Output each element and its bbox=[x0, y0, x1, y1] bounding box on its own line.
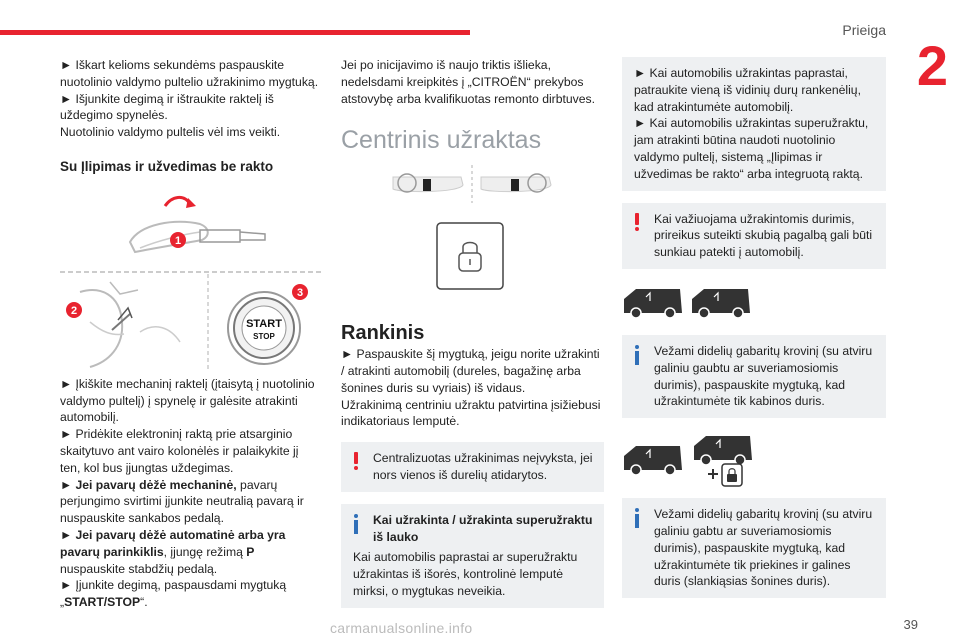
info-box bbox=[622, 335, 886, 418]
warning-icon bbox=[634, 213, 640, 231]
section-heading: Su Įlipimas ir užvedimas be rakto bbox=[60, 158, 274, 174]
header-accent-bar bbox=[0, 30, 470, 35]
paragraph: ► Įjunkite degimą, paspausdami mygtuką bbox=[60, 578, 287, 593]
section-heading: Centrinis užraktas bbox=[341, 126, 542, 155]
svg-text:2: 2 bbox=[70, 304, 78, 317]
info-text: Vežami didelių gabaritų krovinį (su atviru galiniu gabtu ar suveriamosiomis durimis), paspauskite mygtuką, kad užrakintumėte tik priekines ir galines duris (slankiąsias šonines duris). bbox=[654, 507, 873, 589]
page-number: 39 bbox=[903, 617, 918, 632]
svg-text:STOP: STOP bbox=[253, 331, 275, 341]
chapter-number: 2 bbox=[916, 34, 948, 97]
warning-icon bbox=[353, 452, 359, 470]
info-icon bbox=[353, 514, 359, 534]
info-box bbox=[341, 504, 604, 554]
van-icons-cab bbox=[622, 283, 886, 325]
paragraph: Jei po inicijavimo iš naujo triktis išlieka, nedelsdami kreipkitės į „CITROËN“ prekybos atstovybę arba kvalifikuotas remonto dirbtuves. bbox=[341, 58, 596, 106]
paragraph: ► Įkiškite mechaninį raktelį (įtaisytą į nuotolinio valdymo pultelį) į spynelę ir galėsite atrakinti automobilį. bbox=[60, 376, 315, 425]
info-title: Kai užrakinta / užrakinta superužraktu iš lauko bbox=[373, 512, 593, 544]
paragraph: ► Jei pavarų dėžė automatinė arba yra pavarų parinkiklis, įjungę režimą P nuspauskite stabdžių pedalą. bbox=[60, 527, 286, 576]
info-icon bbox=[634, 345, 640, 365]
column-3 bbox=[622, 57, 886, 598]
info-box-body bbox=[341, 549, 604, 607]
column-1 bbox=[60, 57, 322, 611]
paragraph: Užrakinimą centriniu užraktu patvirtina įsižiebusi indikatoriaus lemputė. bbox=[341, 397, 601, 429]
column-2 bbox=[341, 57, 604, 608]
van-icon bbox=[624, 446, 682, 475]
dashboard-left-illustration bbox=[393, 174, 463, 192]
section-title: Prieiga bbox=[842, 22, 886, 38]
paragraph: „START/STOP“. bbox=[60, 595, 148, 610]
subsection-heading: Rankinis bbox=[341, 322, 425, 345]
paragraph: ► Iškart kelioms sekundėms paspauskite nuotolinio valdymo pultelio užrakinimo mygtuką. bbox=[60, 58, 319, 89]
steering-column-illustration bbox=[80, 282, 180, 367]
svg-text:1: 1 bbox=[174, 234, 182, 247]
central-lock-illustration bbox=[341, 163, 604, 321]
warning-box bbox=[622, 203, 886, 269]
paragraph: ► Kai automobilis užrakintas superužraktu, jam atrakinti būtina naudoti nuotolinio valdymo pultelį, sistemą „Įlipimas ir užvedimas be rakto“ arba integruotą raktą. bbox=[634, 116, 869, 181]
plus-lock-button-icon bbox=[708, 464, 742, 486]
van-icon bbox=[694, 436, 752, 465]
watermark: carmanualsonline.info bbox=[330, 620, 473, 636]
van-icons-doors bbox=[622, 430, 886, 488]
lock-button bbox=[437, 223, 503, 289]
dashboard-right-illustration bbox=[481, 174, 551, 192]
svg-text:START: START bbox=[246, 317, 282, 330]
paragraph: ► Jei pavarų dėžė mechaninė, pavarų perjungimo svirtimi įjunkite neutralią pavarą ir nuspauskite sankabos pedalą. bbox=[60, 477, 304, 526]
paragraph: ► Paspauskite šį mygtuką, jeigu norite užrakinti / atrakinti automobilį (dureles, bagažinę arba šonines duris su vyriais) iš vidaus. bbox=[341, 347, 600, 395]
warning-text: Centralizuotas užrakinimas neįvyksta, jei nors vienos iš durelių atidarytos. bbox=[373, 451, 593, 482]
mechanical-key-illustration bbox=[200, 230, 265, 242]
door-handle-illustration bbox=[130, 197, 208, 252]
paragraph: ► Išjunkite degimą ir ištraukite raktelį iš uždegimo spynelės. bbox=[60, 91, 274, 123]
van-icon bbox=[624, 289, 682, 318]
info-text: Vežami didelių gabaritų krovinį (su atviru galiniu gaubtu ar suveriamosiomis durimis), paspauskite mygtuką, kad užrakintumėte tik kabinos duris. bbox=[654, 343, 873, 409]
info-text: Kai automobilis paprastai ar superužraktu užrakintas iš išorės, kontrolinė lemputė mirksi, o mygtukas neveikia. bbox=[353, 550, 578, 598]
keyless-illustration bbox=[60, 182, 322, 372]
van-icon bbox=[692, 289, 750, 318]
start-stop-button-illustration bbox=[228, 292, 300, 364]
svg-text:3: 3 bbox=[296, 286, 304, 299]
note-box bbox=[622, 57, 886, 191]
paragraph: Nuotolinio valdymo pultelis vėl ims veikti. bbox=[60, 125, 281, 140]
info-box bbox=[622, 498, 886, 598]
paragraph: ► Kai automobilis užrakintas paprastai, patraukite vieną iš vidinių durų rankenėlių, kad atrakintumėte automobilį. bbox=[634, 66, 861, 114]
info-icon bbox=[634, 508, 640, 528]
paragraph: ► Pridėkite elektroninį raktą prie atsarginio skaitytuvo ant vairo kolonėlės ir palaikykite jį ten, kol bus įjungtas uždegimas. bbox=[60, 427, 299, 475]
warning-box bbox=[341, 442, 604, 492]
warning-text: Kai važiuojama užrakintomis durimis, prireikus suteikti skubią pagalbą gali būti sunkiau patekti į automobilį. bbox=[654, 211, 873, 260]
